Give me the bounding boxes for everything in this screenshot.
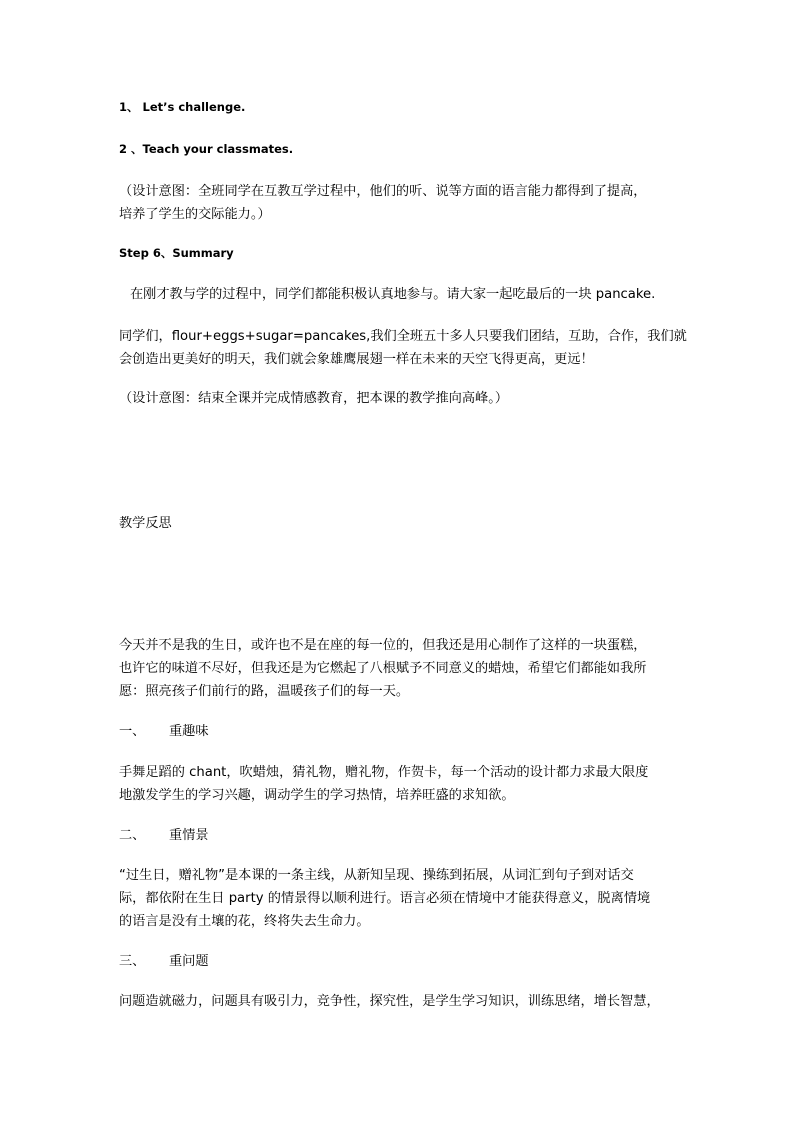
section-number: 三、 [119, 954, 146, 969]
section-2-line-3: 的语言是没有土壤的花，终将失去生命力。 [119, 914, 370, 929]
design-intent-line-1: （设计意图：全班同学在互教互学过程中，他们的听、说等方面的语言能力都得到了提高， [119, 184, 647, 199]
teaching-reflection-heading: 教学反思 [119, 516, 172, 531]
section-heading-3 [119, 950, 679, 973]
section-1-line-1: 手舞足蹈的 chant，吹蜡烛，猜礼物，赠礼物，作贺卡，每一个活动的设计都力求最大限度 [119, 765, 649, 780]
reflection-line-1: 今天并不是我的生日，或许也不是在座的每一位的，但我还是用心制作了这样的一块蛋糕， [119, 638, 647, 653]
teach-classmates-line: 2 、Teach your classmates. [119, 142, 294, 156]
summary-paragraph: 在刚才教与学的过程中，同学们都能积极认真地参与。请大家一起吃最后的一块 pancake. [130, 287, 656, 302]
challenge-line: 1、 Let’s challenge. [119, 100, 246, 114]
design-intent-2: （设计意图：结束全课并完成情感教育，把本课的教学推向高峰。） [119, 391, 509, 406]
section-heading-2 [119, 824, 679, 847]
reflection-line-2: 也许它的味道不尽好，但我还是为它燃起了八根赋予不同意义的蜡烛，希望它们都能如我所 [119, 661, 647, 676]
section-2-line-2: 际，都依附在生日 party 的情景得以顺利进行。语言必须在情境中才能获得意义，脱离情境 [119, 891, 651, 906]
pancake-paragraph-line-2: 会创造出更美好的明天，我们就会象雄鹰展翅一样在未来的天空飞得更高，更远！ [119, 352, 594, 367]
step-summary-heading: Step 6、Summary [119, 246, 234, 260]
section-3-line-1: 问题造就磁力，问题具有吸引力，竞争性，探究性，是学生学习知识，训练思绪，增长智慧， [119, 994, 660, 1009]
reflection-line-3: 愿：照亮孩子们前行的路，温暖孩子们的每一天。 [119, 684, 410, 699]
section-2-line-1: “过生日，赠礼物”是本课的一条主线，从新知呈现、操练到拓展，从词汇到句子到对话交 [119, 868, 634, 883]
pancake-paragraph-line-1: 同学们，flour+eggs+sugar=pancakes,我们全班五十多人只要我们团结，互助，合作，我们就 [119, 329, 687, 344]
section-number: 二、 [119, 828, 146, 843]
section-title: 重问题 [169, 954, 209, 969]
section-title: 重趣味 [169, 724, 209, 739]
section-number: 一、 [119, 724, 146, 739]
section-heading-1 [119, 720, 679, 743]
design-intent-line-2: 培养了学生的交际能力。） [119, 207, 271, 222]
section-title: 重情景 [169, 828, 209, 843]
section-1-line-2: 地激发学生的学习兴趣，调动学生的学习热情，培养旺盛的求知欲。 [119, 788, 515, 803]
